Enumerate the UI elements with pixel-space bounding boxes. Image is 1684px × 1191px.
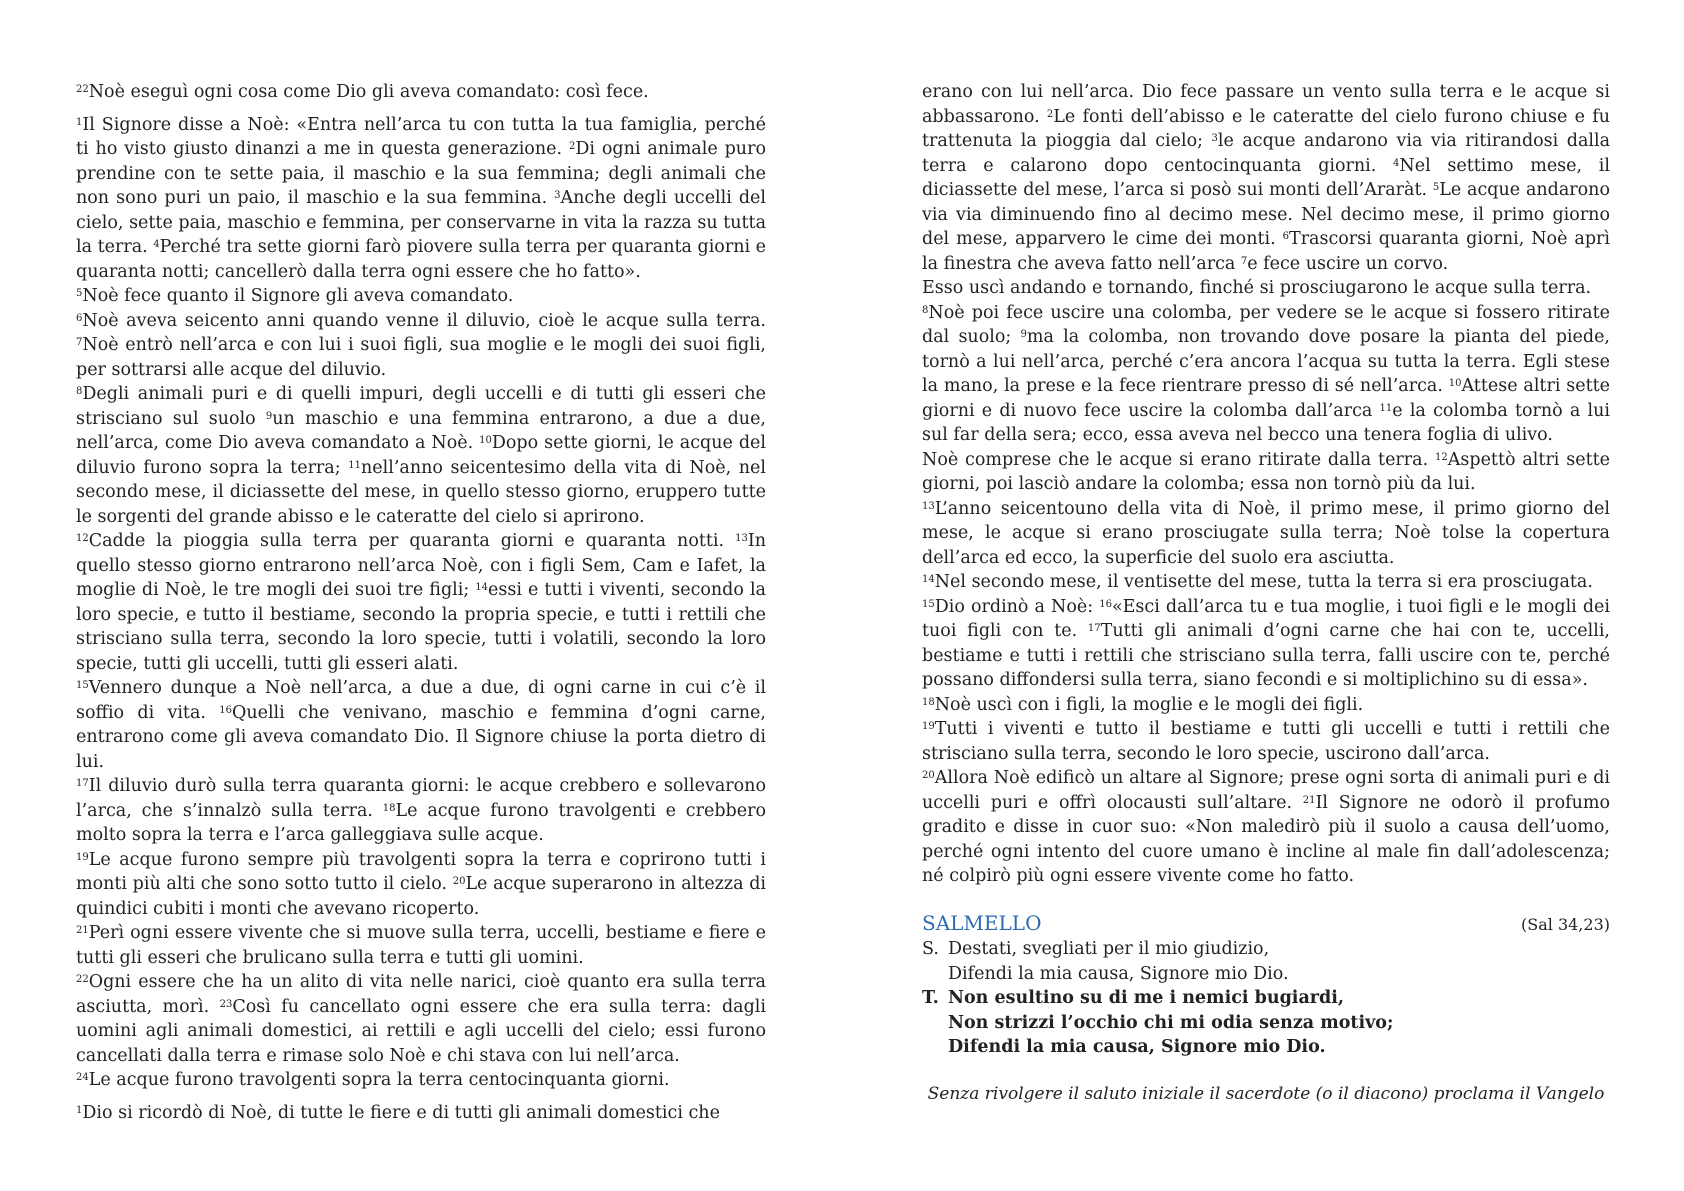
verse-text: Noè entrò nell’arca e con lui i suoi figli, sua moglie e le mogli dei suoi figli, per sottrarsi alle acque del diluvio.: [76, 335, 766, 380]
verse-text: Allora Noè edificò un altare al Signore; prese ogni sorta di animali puri e di uccelli puri e offrì olocausti sull’altare.: [922, 768, 1610, 813]
verse-text: Noè comprese che le acque si erano ritirate dalla terra.: [922, 449, 1436, 470]
t-line: Non strizzi l’occhio chi mi odia senza motivo;: [948, 1012, 1394, 1033]
verse-number: 14: [922, 574, 935, 585]
verse-number: 20: [452, 876, 466, 887]
paragraph: [922, 595, 1610, 693]
right-page-text: [922, 80, 1610, 889]
verse-number: 23: [219, 998, 233, 1010]
salmello-title: SALMELLO: [922, 910, 1042, 935]
paragraph: [76, 529, 766, 676]
salmello-header: [922, 911, 1610, 938]
verse-text: L’anno seicentouno della vita di Noè, il primo mese, il primo giorno del mese, le acque si erano prosciugate sulla terra; Noè tolse la copertura dell’arca ed ecco, la superficie del suolo era asciutta.: [922, 498, 1610, 568]
verse-number: 18: [922, 696, 935, 708]
verse-number: 9: [265, 410, 273, 422]
verse-text: Quelli che venivano, maschio e femmina d’ogni carne, entrarono come gli aveva comandato Dio. Il Signore chiuse la porta dietro di lui.: [76, 702, 766, 772]
verse-number: 7: [76, 337, 83, 348]
verse-text: Cadde la pioggia sulla terra per quaranta giorni e quaranta notti.: [88, 531, 736, 551]
verse-number: 7: [1240, 255, 1248, 267]
verse-text: Ogni essere che ha un alito di vita nelle narici, cioè quanto era sulla terra asciutta, morì.: [76, 972, 766, 1017]
verse-number: 6: [1282, 231, 1290, 242]
paragraph: [76, 970, 766, 1068]
paragraph: [76, 80, 766, 105]
paragraph: [922, 448, 1610, 497]
verse-text: Tutti i viventi e tutto il bestiame e tutti gli uccelli e tutti i rettili che strisciano sulla terra, secondo le loro specie, uscirono dall’arca.: [922, 719, 1610, 764]
verse-text: Noè uscì con i figli, la moglie e le mogli dei figli.: [934, 694, 1364, 715]
verse-text: Attese altri sette giorni e di nuovo fece uscire la colomba dall’arca: [922, 376, 1611, 421]
s-line: Difendi la mia causa, Signore mio Dio.: [948, 963, 1289, 984]
paragraph: [922, 301, 1610, 448]
paragraph: [76, 309, 766, 383]
verse-number: 20: [922, 770, 935, 781]
verse-text: Degli animali puri e di quelli impuri, degli uccelli e di tutti gli esseri che strisciano sul suolo: [76, 384, 766, 429]
right-page: [922, 80, 1610, 1106]
verse-text: Anche degli uccelli del cielo, sette paia, maschio e femmina, per conservarne in vita la razza su tutta la terra.: [76, 188, 767, 257]
verse-number: 11: [1379, 402, 1393, 414]
salmello-reference: (Sal 34,23): [1521, 914, 1610, 934]
verse-number: 2: [1046, 108, 1054, 120]
verse-number: 15: [76, 680, 89, 691]
verse-number: 15: [922, 598, 935, 610]
verse-text: Dio si ricordò di Noè, di tutte le fiere e di tutti gli animali domestici che: [82, 1102, 720, 1123]
verse-number: 5: [76, 288, 83, 299]
paragraph: [76, 774, 766, 848]
paragraph: [76, 1101, 766, 1126]
verse-number: 1: [76, 116, 83, 128]
verse-text: ma la colomba, non trovando dove posare la pianta del piede, tornò a lui nell’arca, perché c’era ancora l’acqua su tutta la terra. Egli stese la mano, la prese e la fece rientrare presso di sé nell’arca.: [922, 327, 1610, 396]
verse-text: Perché tra sette giorni farò piovere sulla terra per quaranta giorni e quaranta notti; cancellerò dalla terra ogni essere che ho fatto».: [76, 237, 766, 282]
verse-text: le acque andarono via via ritirandosi dalla terra e calarono dopo centocinquanta giorni.: [922, 131, 1611, 176]
verse-text: Perì ogni essere vivente che si muove sulla terra, uccelli, bestiame e fiere e tutti gli esseri che brulicano sulla terra e tutti gli uomini.: [76, 923, 766, 968]
verse-text: Le fonti dell’abisso e le cateratte del cielo furono chiuse e fu trattenuta la pioggia dal cielo;: [922, 106, 1610, 151]
verse-text: erano con lui nell’arca. Dio fece passare un vento sulla terra e le acque si abbassarono.: [922, 82, 1610, 127]
verse-number: 8: [76, 386, 83, 397]
verse-text: Il diluvio durò sulla terra quaranta giorni: le acque crebbero e sollevarono l’arca, che s’innalzò sulla terra.: [76, 776, 766, 821]
verse-number: 24: [76, 1072, 89, 1083]
rubric-note: Senza rivolgere il saluto iniziale il sacerdote (o il diacono) proclama il Vangelo: [927, 1083, 1605, 1104]
s-lines: [948, 937, 1289, 986]
verse-text: Noè poi fece uscire una colomba, per vedere se le acque si fossero ritirate dal suolo;: [922, 302, 1610, 347]
verse-text: Il Signore disse a Noè: «Entra nell’arca tu con tutta la tua famiglia, perché ti ho visto giusto dinanzi a me in questa generazione.: [76, 114, 766, 159]
verse-text: Le acque furono sempre più travolgenti sopra la terra e coprirono tutti i monti più alti che sono sotto tutto il cielo.: [76, 849, 766, 894]
verse-number: 9: [1020, 329, 1027, 340]
verse-number: 10: [479, 435, 492, 446]
verse-number: 3: [1211, 133, 1218, 144]
verse-text: Le acque furono travolgenti e crebbero molto sopra la terra e l’arca galleggiava sulle acque.: [76, 800, 766, 845]
salmello-t-verse: [922, 986, 1610, 1060]
verse-text: Di ogni animale puro prendine con te sette paia, il maschio e la sua femmina; degli animali che non sono puri un paio, il maschio e la sua femmina.: [76, 139, 766, 208]
verse-text: Tutti gli animali d’ogni carne che hai con te, uccelli, bestiame e tutti i rettili che strisciano sulla terra, falli uscire con te, perché possano diffondersi sulla terra, siano fecondi e si moltiplichino su di essa».: [922, 621, 1610, 690]
verse-number: 16: [1099, 598, 1112, 610]
verse-number: 3: [554, 190, 561, 201]
verse-text: Le acque andarono via via diminuendo fino al decimo mese. Nel decimo mese, il primo giorno del mese, apparvero le cime dei monti.: [922, 180, 1610, 249]
verse-text: Le acque furono travolgenti sopra la terra centocinquanta giorni.: [88, 1070, 670, 1090]
verse-number: 22: [76, 974, 89, 985]
verse-text: Aspettò altri sette giorni, poi lasciò andare la colomba; essa non tornò più da lui.: [922, 449, 1611, 494]
verse-text: un maschio e una femmina entrarono, a due a due, nell’arca, come Dio aveva comandato a Noè.: [76, 408, 766, 453]
salmello-s-verse: [922, 937, 1610, 986]
verse-text: Esso uscì andando e tornando, finché si prosciugarono le acque sulla terra.: [922, 278, 1592, 298]
verse-number: 14: [475, 582, 489, 593]
verse-number: 18: [382, 802, 396, 814]
verse-text: Trascorsi quaranta giorni, Noè aprì la finestra che aveva fatto nell’arca: [922, 229, 1611, 274]
verse-number: 12: [76, 533, 89, 544]
paragraph: [76, 113, 766, 285]
s-line: Destati, svegliati per il mio giudizio,: [948, 939, 1270, 959]
paragraph: [922, 693, 1610, 718]
paragraph: [76, 848, 766, 922]
verse-number: 5: [1432, 182, 1440, 193]
verse-number: 22: [76, 84, 89, 95]
verse-number: 2: [568, 141, 576, 152]
verse-text: Dopo sette giorni, le acque del diluvio furono sopra la terra;: [76, 433, 766, 478]
verse-number: 13: [922, 500, 935, 512]
verse-number: 19: [76, 851, 89, 863]
verse-number: 12: [1435, 451, 1448, 463]
verse-number: 6: [76, 312, 83, 324]
paragraph: [76, 1068, 766, 1093]
verse-text: Nel secondo mese, il ventisette del mese, tutta la terra si era prosciugata.: [934, 572, 1593, 592]
verse-text: Noè aveva seicento anni quando venne il diluvio, cioè le acque sulla terra.: [82, 310, 766, 331]
verse-number: 21: [76, 925, 89, 936]
t-mark: T.: [922, 988, 939, 1008]
verse-number: 11: [348, 459, 361, 471]
verse-number: 13: [735, 533, 748, 544]
verse-text: Noè fece quanto il Signore gli aveva comandato.: [82, 286, 514, 306]
verse-number: 21: [1302, 794, 1316, 806]
verse-text: Così fu cancellato ogni essere che era sulla terra: dagli uomini agli animali domestici, ai rettili e agli uccelli del cielo; essi furono cancellati dalla terra e rimase solo Noè e chi stava con lui nell’arca.: [76, 996, 766, 1066]
paragraph: [76, 676, 766, 774]
paragraph: [922, 766, 1610, 889]
verse-text: Nel settimo mese, il diciassette del mese, l’arca si posò sui monti dell’Araràt.: [922, 155, 1610, 200]
verse-number: 4: [1393, 157, 1400, 169]
verse-number: 8: [922, 304, 929, 316]
paragraph: [76, 382, 766, 529]
verse-text: Le acque superarono in altezza di quindici cubiti i monti che avevano ricoperto.: [76, 874, 766, 919]
verse-number: 10: [1448, 378, 1462, 389]
verse-text: e fece uscire un corvo.: [1247, 253, 1449, 274]
paragraph: [922, 717, 1610, 766]
t-lines: [948, 986, 1393, 1060]
verse-number: 19: [922, 721, 935, 732]
paragraph: [76, 921, 766, 970]
paragraph: [922, 570, 1610, 595]
paragraph: [922, 276, 1610, 301]
verse-text: «Esci dall’arca tu e tua moglie, i tuoi figli e le mogli dei tuoi figli con te.: [922, 596, 1610, 641]
verse-number: 4: [153, 239, 160, 250]
left-page: [76, 80, 766, 1125]
paragraph: [922, 80, 1610, 276]
verse-number: 16: [219, 704, 232, 716]
verse-text: nell’anno seicentesimo della vita di Noè, nel secondo mese, il diciassette del mese, in quello stesso giorno, eruppero tutte le sorgenti del grande abisso e le cateratte del cielo si aprirono.: [76, 457, 767, 527]
paragraph: [76, 284, 766, 309]
verse-text: Vennero dunque a Noè nell’arca, a due a due, di ogni carne in cui c’è il soffio di vita.: [76, 678, 766, 723]
verse-number: 17: [1087, 623, 1101, 634]
verse-text: e la colomba tornò a lui sul far della sera; ecco, essa aveva nel becco una tenera foglia di ulivo.: [922, 400, 1611, 445]
s-mark: S.: [922, 939, 939, 959]
paragraph: [922, 497, 1610, 571]
verse-text: essi e tutti i viventi, secondo la loro specie, e tutto il bestiame, secondo la propria specie, e tutti i rettili che strisciano sulla terra, secondo la loro specie, tutti i volatili, secondo la loro specie, tutti gli uccelli, tutti gli esseri alati.: [76, 580, 766, 674]
verse-number: 1: [76, 1104, 83, 1116]
t-line: Non esultino su di me i nemici bugiardi,: [948, 988, 1344, 1008]
verse-text: Il Signore ne odorò il profumo gradito e disse in cuor suo: «Non maledirò più il suolo a causa dell’uomo, perché ogni intento del cuore umano è incline al male fin dall’adolescenza; né colpirò più ogni essere vivente come ho fatto.: [922, 792, 1610, 886]
verse-text: Dio ordinò a Noè:: [934, 596, 1100, 617]
verse-number: 17: [76, 778, 89, 789]
verse-text: Noè eseguì ogni cosa come Dio gli aveva comandato: così fece.: [88, 82, 649, 102]
verse-text: In quello stesso giorno entrarono nell’arca Noè, con i figli Sem, Cam e Iafet, la moglie di Noè, le tre mogli dei suoi tre figli;: [76, 531, 766, 600]
t-line: Difendi la mia causa, Signore mio Dio.: [948, 1037, 1326, 1057]
